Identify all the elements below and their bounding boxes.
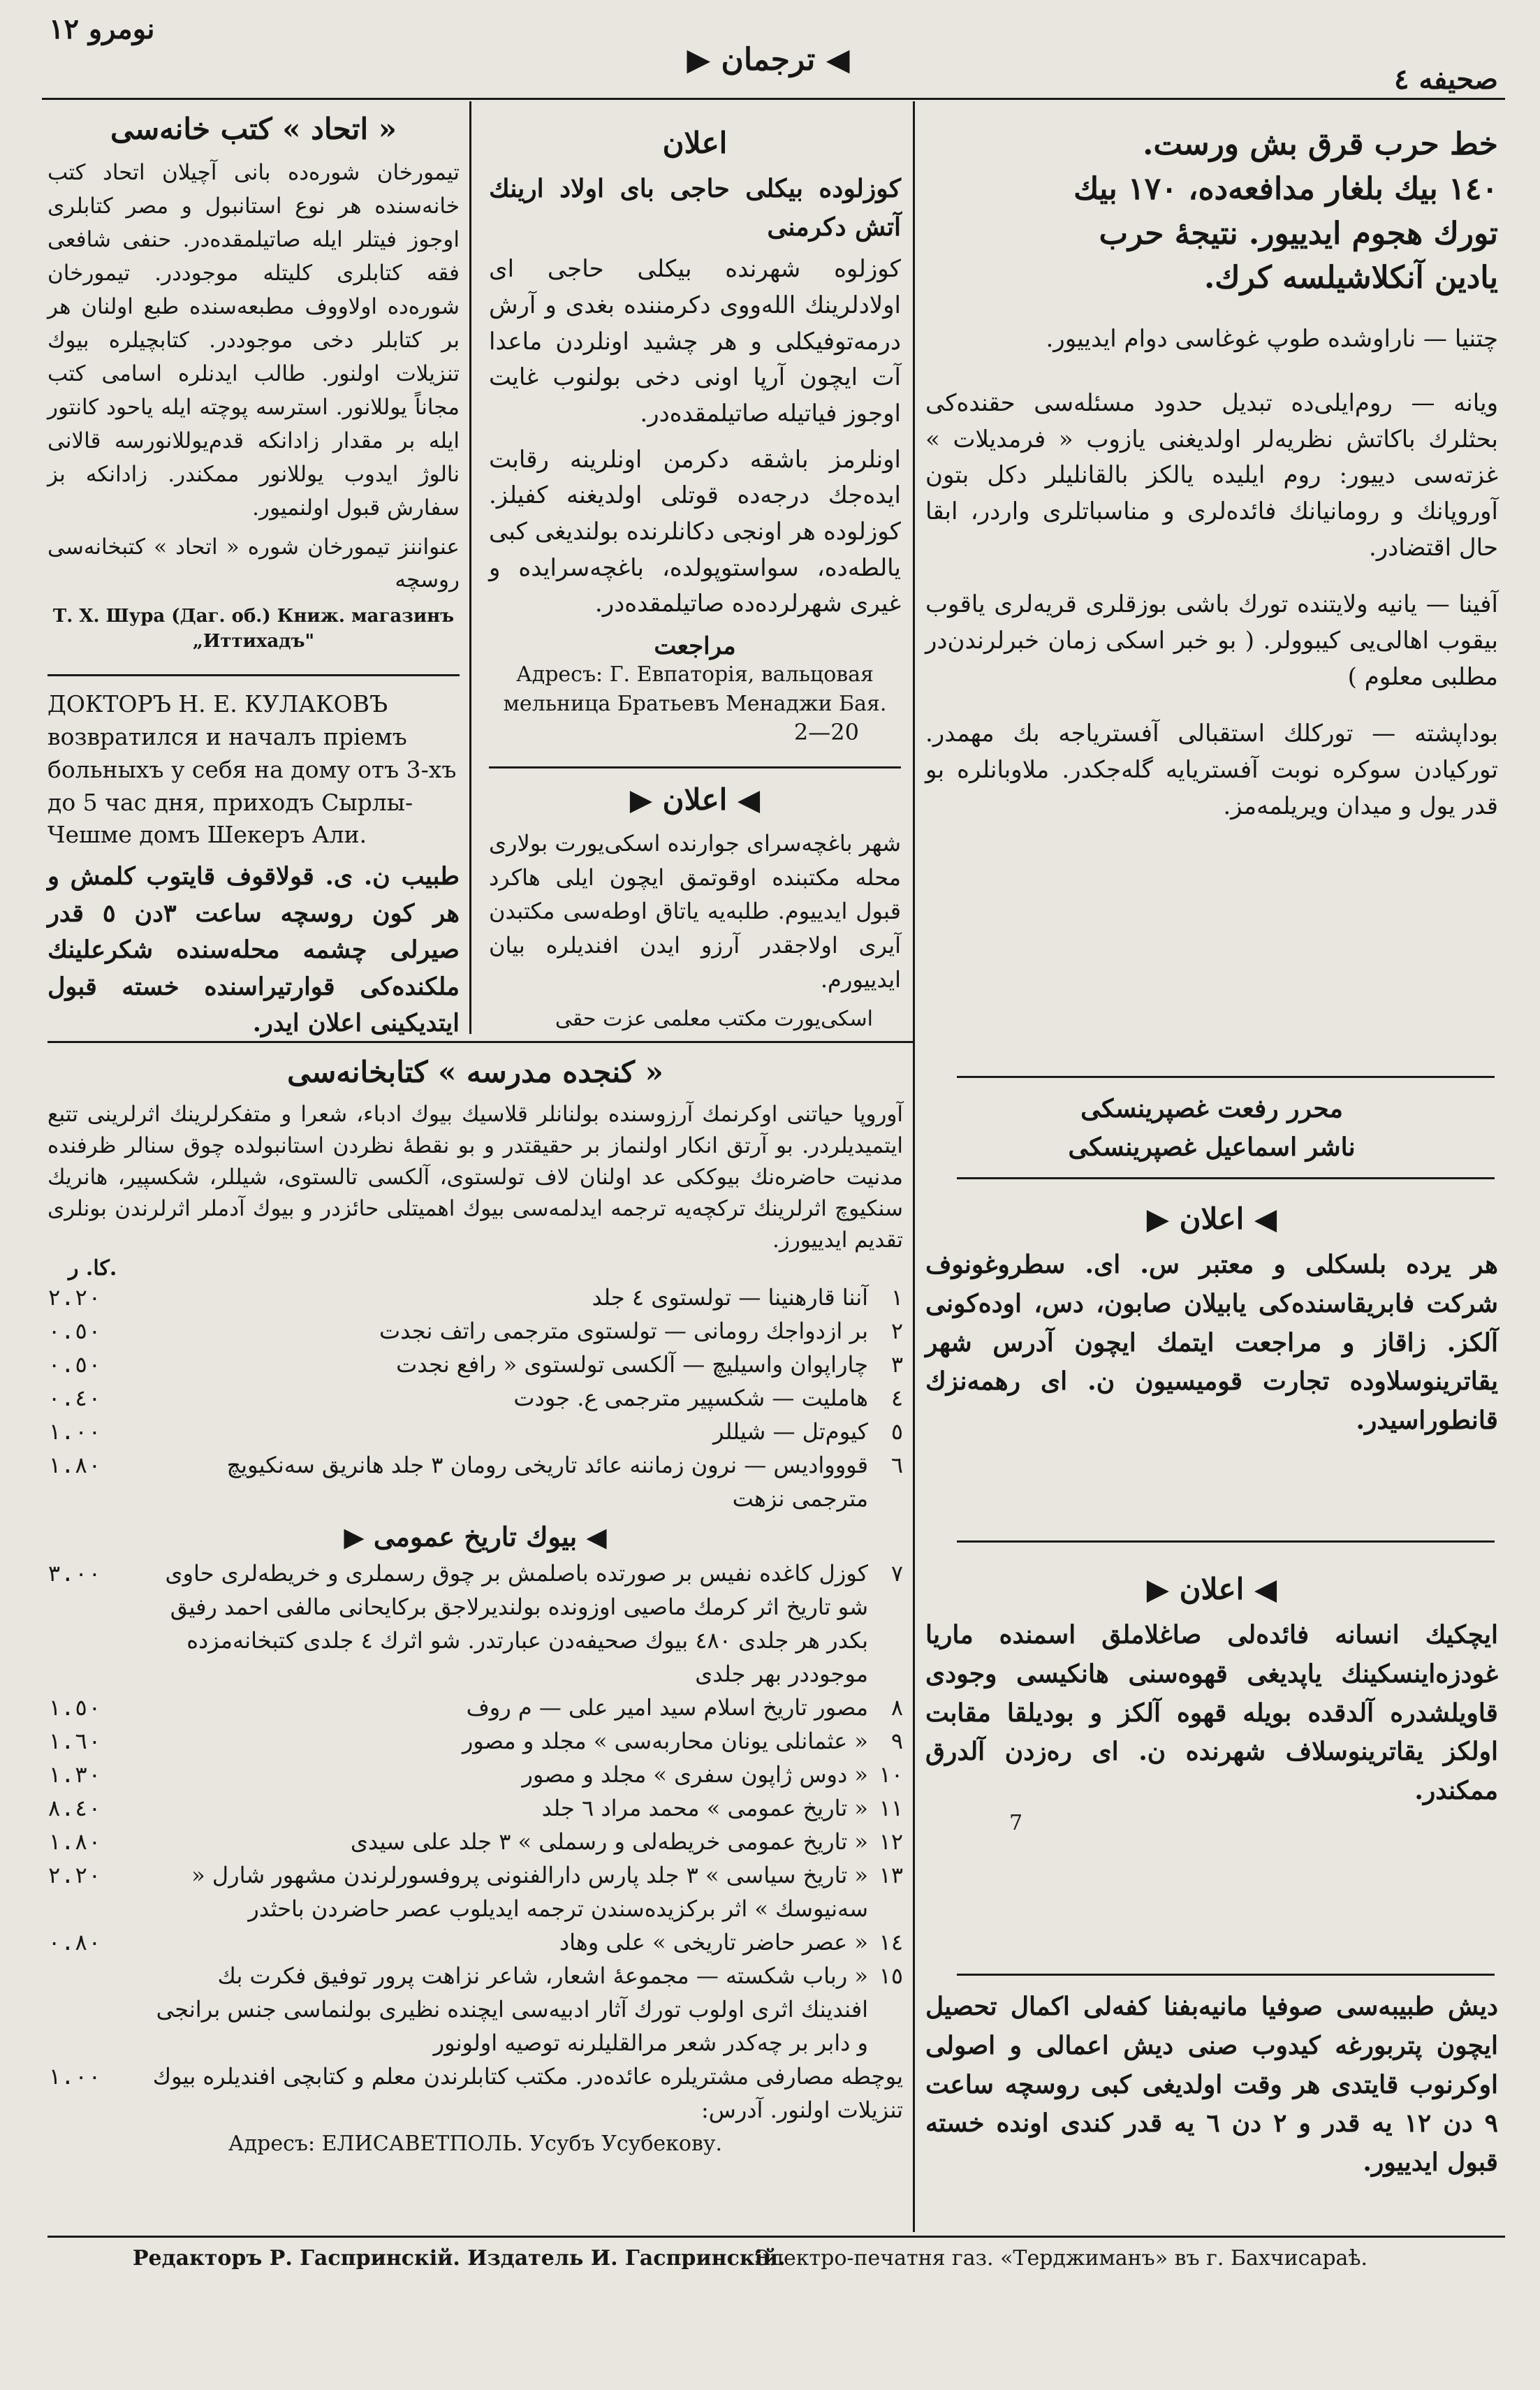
mill-ad-body: كوزلوه شهرنده بیكلی حاجی ای اولادلرینك الله‌ووی دكرمننده بغدی و آرش درمه‌توفیكلی و هر چشید اونلردن ماعدا آت ایچون آرپا اونی دخی بولنوب غایت اوجوز فیاتیله صاتیلمقده‌در. bbox=[489, 255, 901, 428]
headline-line: یادین آنكلاشیلسه كرك. bbox=[1203, 260, 1498, 296]
book-title: « تاریخ عمومی خریطه‌لی و رسملی » ٣ جلد علی سیدی bbox=[350, 1828, 868, 1855]
ad-rule bbox=[957, 1974, 1495, 1976]
book-row bbox=[47, 1448, 903, 1515]
closing-price: ١.٠٠ bbox=[47, 2062, 102, 2090]
book-title: « تاریخ عمومی » محمد مراد ٦ جلد bbox=[541, 1794, 868, 1821]
header-rule bbox=[42, 98, 1505, 100]
mill-ad-address: Адресъ: Г. Евпаторія, вальцовая мельница Братьевъ Менаджи Бая. bbox=[503, 662, 887, 717]
book-number: ٤ bbox=[890, 1384, 903, 1411]
headline-line: ١٤٠ بیك بلغار مدافعه‌ده، ١٧٠ بیك bbox=[1073, 170, 1498, 207]
ad-heading-text: اعلان bbox=[662, 782, 728, 817]
ad-rule bbox=[957, 1540, 1495, 1543]
book-title: كیوم‌تل — شیللر bbox=[712, 1418, 868, 1445]
ad-text: هر یرده بلسكلی و معتبر س. ای. سطروغونوف شركت فابریقاسنده‌كی یابیلان صابون، دس، اوده‌كونی آلكز. زاقاز و مراجعت ایتمك ایچون آدرس شهر یقاترینوسلاوده تجارت قومیسیون ن. ای رهمه‌نزك قانطوراسیدر. bbox=[925, 1250, 1499, 1436]
book-row bbox=[47, 1959, 903, 2060]
book-price: ٢.٢٠ bbox=[47, 1861, 102, 1888]
bookstore-heading: « كنجده مدرسه » كتابخانه‌سی bbox=[287, 1055, 663, 1089]
closing-row bbox=[47, 2060, 903, 2127]
book-price: ٢.٢٠ bbox=[47, 1283, 102, 1311]
doctor-ad bbox=[47, 688, 460, 1042]
library-ad-address: عنواننز تیمورخان شوره « اتحاد » كتبخانه‌سی روسچه bbox=[47, 534, 460, 592]
bookstore-intro: آوروپا حیاتنی اوكرنمك آرزوسنده بولنانلر قلاسیك بیوك ادباء، شعرا و متفكرلرینك اثرلرینی تتبع ایتمیدیلردر. بو آرتق انكار اولنماز بر حقیقتدر و بو نقطهٔ نظردن استانبولده چوق سنالر ظرفنده مدنیت حاضره‌نك بیوككی عد اولنان لاف تولستوی، آلكسی تالستوی، شیللر، شكسپیر، هانریك سنكیوچ اثرلرینك تركچه‌یه ترجمه ایدلمه‌سی بیوك اهمیتلی حائزدر و بیوك آدملر اثرلرندن بونلری تقدیم ایدییورز. bbox=[47, 1102, 903, 1253]
book-title: « عثمانلی یونان محاربه‌سی » مجلد و مصور bbox=[462, 1727, 868, 1754]
mill-ad-heading: اعلان bbox=[662, 126, 728, 160]
footer-rule bbox=[47, 2236, 1505, 2238]
history-heading: ◀ بیوك تاریخ عمومی ▶ bbox=[344, 1520, 607, 1552]
ad-signature: اسكی‌یورت مكتب معلمی عزت حقی bbox=[555, 1007, 873, 1032]
left-column bbox=[47, 105, 460, 655]
column-divider-left bbox=[469, 101, 471, 1034]
book-row bbox=[47, 1691, 903, 1724]
book-number: ٨ bbox=[890, 1693, 903, 1721]
ornament-right-icon: ▶ bbox=[687, 42, 711, 78]
mill-ad-body-2: اونلرمز باشقه دكرمن اونلرینه رقابت ایده‌جك درجه‌ده قوتلی اولدیغنه كفیلز. كوزلوده هر اونجی دكانلرنده بولندیغی كبی یالطه‌ده، سواستوپولده، باغچه‌سرایده و غیری شهرلرده‌ده صاتیلمقده‌در. bbox=[489, 445, 901, 618]
editors-block bbox=[925, 1090, 1498, 1166]
book-number: ١٣ bbox=[879, 1861, 903, 1888]
history-heading-text: بیوك تاریخ عمومی bbox=[373, 1520, 578, 1552]
news-item: ویانه — روم‌ایلی‌ده تبدیل حدود مسئله‌سی حقنده‌كی بحثلرك باكاتش نظریه‌لر اولدیغنی یازوب « فرمدیلات » غزته‌سی دییور: روم ایلیده یالكز بالقانلیلر دكل بتون آوروپانك و رومانیانك فائده‌لری و مناسباتلری واردر، ابقا حال اقتضادر. bbox=[925, 388, 1498, 562]
book-title: آننا قارهنینا — تولستوی ٤ جلد bbox=[592, 1283, 868, 1311]
ad-heading: ◀ اعلان ▶ bbox=[1146, 1572, 1277, 1606]
book-row bbox=[47, 1415, 903, 1448]
page-label: صحیفه ٤ bbox=[1394, 63, 1498, 96]
school-ad bbox=[489, 775, 901, 1035]
book-row bbox=[47, 1381, 903, 1415]
book-title: قوووادیس — نرون زماننه عائد تاریخی رومان ٣ جلد هانریق سەنكیویچ مترجمی نزهت bbox=[226, 1451, 868, 1512]
book-row bbox=[47, 1858, 903, 1925]
war-headline bbox=[925, 122, 1498, 300]
book-number: ١٢ bbox=[879, 1828, 903, 1855]
right-column bbox=[925, 122, 1498, 834]
book-price: ١.٦٠ bbox=[47, 1727, 102, 1754]
mill-ad-subhead: كوزلوده بیكلی حاجی بای اولاد ارینك آتش دكرمنی bbox=[489, 174, 901, 242]
ad-text: دیش طبیبه‌سی صوفیا مانیه‌بفنا كفه‌لی اكمال تحصیل ایچون پتربورغه كیدوب صنی دیش اعمالی و اصولی اوكرنوب قایتدی هر وقت اولدیغی كبی روسچه ساعت ٩ دن ١٢ یه قدر و ٢ دن ٦ یه قدر كندی اونده خسته قبول ایدییور. bbox=[925, 1992, 1498, 2178]
bookstore-rule bbox=[47, 1041, 914, 1043]
bookstore-ad bbox=[47, 1048, 903, 2159]
book-title: « رباب شكسته — مجموعهٔ اشعار، شاعر نزاهت پرور توفیق فكرت بك افندینك اثری اولوب تورك آثار ادبیه‌سی ایچنده نظیری بولنماسی جنس برانجی و دابر بر چه‌كدر شعر مرالقلیلرنه توصیه اولونور bbox=[156, 1962, 868, 2056]
history-number: ٧ bbox=[890, 1559, 903, 1587]
library-ad-heading: « اتحاد » كتب خانه‌سی bbox=[110, 112, 397, 146]
headline-line: خط حرب قرق بش ورست. bbox=[1143, 126, 1498, 162]
book-number: ٣ bbox=[890, 1350, 903, 1378]
book-number: ١١ bbox=[879, 1794, 903, 1821]
book-title: « عصر حاضر تاریخی » علی وهاد bbox=[559, 1928, 868, 1955]
history-price: ٣.٠٠ bbox=[47, 1559, 102, 1587]
book-title: « تاریخ سیاسی » ٣ جلد پارس دارالفنونی پروفسورلرندن مشهور شارل « سەنیوسك » اثر بركزیده‌سندن ترجمه ایدیلوب عصر حاضردن باحثدر bbox=[191, 1861, 868, 1922]
mill-ad-mark: 2—20 bbox=[793, 719, 859, 746]
book-price: ١.٥٠ bbox=[47, 1693, 102, 1721]
book-price: ٠.٥٠ bbox=[47, 1317, 102, 1344]
book-price: ٨.٤٠ bbox=[47, 1794, 102, 1821]
news-item: بوداپشته — توركلك استقبالی آفستریاجه بك مهمدر. توركیادن سوكره نوبت آفستریایه گله‌جكدر. ملاوبانلره بو قدر یول و میدان ویریلمه‌مز. bbox=[925, 720, 1498, 820]
footer-editor: Редакторъ Р. Гаспринскій. Издатель И. Гаспринскій. bbox=[133, 2246, 786, 2271]
doctor-ad-ru: ДОКТОРЪ Н. Е. КУЛАКОВЪ возвратился и началъ пріемъ больныхъ у себя на дому отъ 3-хъ до 5 час дня, приходъ Сырлы-Чешме домъ Шекеръ Али. bbox=[47, 690, 457, 849]
soap-ad bbox=[925, 1195, 1498, 1441]
book-title: چاراپوان واسیلیچ — آلكسی تولستوی « رافع نجدت bbox=[396, 1350, 868, 1378]
ad-heading: ◀ اعلان ▶ bbox=[1146, 1202, 1277, 1236]
publisher-line: ناشر اسماعیل غصپرینسكی bbox=[1068, 1132, 1356, 1162]
book-list bbox=[47, 1281, 903, 1515]
ad-text: ایچكیك انسانه فائده‌لی صاغلاملق اسمنده ماریا غودزه‌اینسكینك یاپدیغی قهوه‌سنی هانكیسی وجودی قاویلشدره آلدقده بویله قهوه آلكز و بودیلقا مقابت اولكز یقاترینوسلاف شهرنده ن. ای رەزدن آلدرق ممكندر. bbox=[925, 1620, 1498, 1806]
book-number: ٩ bbox=[890, 1727, 903, 1754]
book-row bbox=[47, 1925, 903, 1959]
currency-label: كا. ر. bbox=[68, 1255, 117, 1281]
book-number: ١٤ bbox=[879, 1928, 903, 1955]
book-number: ١٥ bbox=[879, 1962, 903, 1989]
coffee-ad bbox=[925, 1565, 1498, 1835]
editors-rule-top bbox=[957, 1076, 1495, 1078]
book-number: ١ bbox=[890, 1283, 903, 1311]
book-number: ٥ bbox=[890, 1418, 903, 1445]
book-row bbox=[47, 1791, 903, 1825]
book-row bbox=[47, 1281, 903, 1314]
ad-heading: ◀ اعلان ▶ bbox=[629, 782, 761, 817]
issue-number: نومرو ١٢ bbox=[49, 13, 155, 45]
left-rule bbox=[47, 674, 460, 676]
book-price: ١.٨٠ bbox=[47, 1451, 102, 1478]
news-item: آفینا — یانیه ولایتنده تورك باشی بوزقلری قریه‌لری یاقوب بیقوب اهالی‌یی كیبوولر. ( بو خبر اسكی زمان خبرلرندن‌در مطلبی معلوم ) bbox=[925, 590, 1498, 691]
newspaper-title: ترجمان bbox=[721, 42, 816, 78]
book-row bbox=[47, 1314, 903, 1348]
bookstore-address-ru: Адресъ: ЕЛИСАВЕТПОЛЬ. Усубъ Усубекову. bbox=[228, 2131, 723, 2156]
editor-line: محرر رفعت غصپرینسكی bbox=[1080, 1094, 1343, 1123]
column-divider-right bbox=[913, 101, 915, 2232]
history-intro: كوزل كاغده نفیس بر صورتده باصلمش بر چوق رسملری و خریطه‌لری حاوی شو تاریخ اثر كرمك ماصیی اوزونده بولندیرلاجق بركایحانی مالفی احمد رفیق بكدر هر جلدی ٤٨٠ بیوك صحیفه‌دن عبارتدر. شو اثرك ٤ جلدی كتبخانه‌مزده موجوددر بهر جلدی bbox=[165, 1559, 868, 1687]
book-title: بر ازدواجك رومانی — تولستوی مترجمی راتف نجدت bbox=[379, 1317, 868, 1344]
ad-text: شهر باغچه‌سرای جوارنده اسكی‌یورت بولاری محله مكتبنده اوقوتمق ایچون ایلی هاكرد قبول ایدییوم. طلبه‌یه یاتاق اوطه‌سی مكتبدن آیری اولاجقدر آرزو ایدن افندیلرە بیان ایدییورم. bbox=[489, 830, 901, 993]
library-address-ru: Т. Х. Шура (Даг. об.) Книж. магазинъ bbox=[52, 605, 455, 627]
book-number: ٦ bbox=[890, 1451, 903, 1478]
doctor-ad-ar: طبیب ن. ی. قولاقوف قایتوب كلمش و هر كون روسچه ساعت ٣دن ٥ قدر صیرلی چشمه محله‌سنده شكرعلینك ملكنده‌كی قوارتیراسنده خسته قبول ایتدیكینی اعلان ایدر. bbox=[47, 862, 460, 1038]
editors-rule-bottom bbox=[957, 1177, 1495, 1179]
ornament-left-icon: ◀ bbox=[826, 42, 850, 78]
book-price: ٠.٨٠ bbox=[47, 1928, 102, 1955]
ad-mark: 7 bbox=[1009, 1810, 1023, 1835]
book-title: مصور تاریخ اسلام سید امیر علی — م روف bbox=[466, 1693, 868, 1721]
book-price: ٠.٤٠ bbox=[47, 1384, 102, 1411]
book-row bbox=[47, 1825, 903, 1858]
middle-column bbox=[489, 119, 901, 745]
book-number: ١٠ bbox=[879, 1761, 903, 1788]
middle-rule bbox=[489, 766, 901, 768]
book-list-2 bbox=[47, 1691, 903, 2060]
ad-heading-text: اعلان bbox=[1179, 1572, 1245, 1606]
book-title: « دوس ژاپون سفری » مجلد و مصور bbox=[522, 1761, 868, 1788]
book-price: ٠.٥٠ bbox=[47, 1350, 102, 1378]
library-address-ru-2: „Иттихадъ" bbox=[192, 631, 315, 653]
headline-line: تورك هجوم ایدییور. نتیجهٔ حرب bbox=[1099, 215, 1498, 252]
book-number: ٢ bbox=[890, 1317, 903, 1344]
dentist-ad bbox=[925, 1988, 1498, 2183]
news-item: چتنیا — ناراوشده طوپ غوغاسی دوام ایدییور. bbox=[1046, 325, 1498, 354]
book-title: هاملیت — شكسپیر مترجمی ع. جودت bbox=[513, 1384, 868, 1411]
newspaper-name bbox=[601, 42, 936, 78]
book-row bbox=[47, 1724, 903, 1758]
ad-heading-text: اعلان bbox=[1179, 1202, 1245, 1236]
history-row bbox=[47, 1557, 903, 1691]
footer-press: Электро-печатня газ. «Терджиманъ» въ г. Бахчисараѣ. bbox=[754, 2246, 1368, 2271]
library-ad-body: تیمورخان شوره‌ده بانی آچیلان اتحاد كتب خانه‌سنده هر نوع استانبول و مصر كتابلری اوجوز فیتلر ایله صاتیلمقده‌در. حنفی شافعی فقه كتابلری كلیتله موجوددر. تیمورخان شوره‌ده اولاووف مطبعه‌سنده طبع اولنان هر بر كتابلر دخی موجوددر. كتابچیلره بیوك تنزیلات اولنور. طالب ایدنلره اسامی كتب مجاناً یوللانور. استرسه پوچته ایله یاحود كانتور ایله بر مقدار زادانكه قدم‌یوللانورسه قالانی نالوژ ایدوب یوللانور ممكندر. زادانكه بز سفارش قبول اولنمیور. bbox=[47, 160, 460, 521]
book-price: ١.٣٠ bbox=[47, 1761, 102, 1788]
mill-ad-contact-label: مراجعت bbox=[654, 632, 736, 661]
book-row bbox=[47, 1758, 903, 1791]
book-price: ١.٨٠ bbox=[47, 1828, 102, 1855]
book-row bbox=[47, 1348, 903, 1381]
book-price: ١.٠٠ bbox=[47, 1418, 102, 1445]
bookstore-closing: یوچطه مصارفی مشتریلره عائده‌در. مكتب كتابلرندن معلم و كتابچی افندیلره بیوك تنزیلات اولنور. آدرس: bbox=[152, 2062, 903, 2123]
